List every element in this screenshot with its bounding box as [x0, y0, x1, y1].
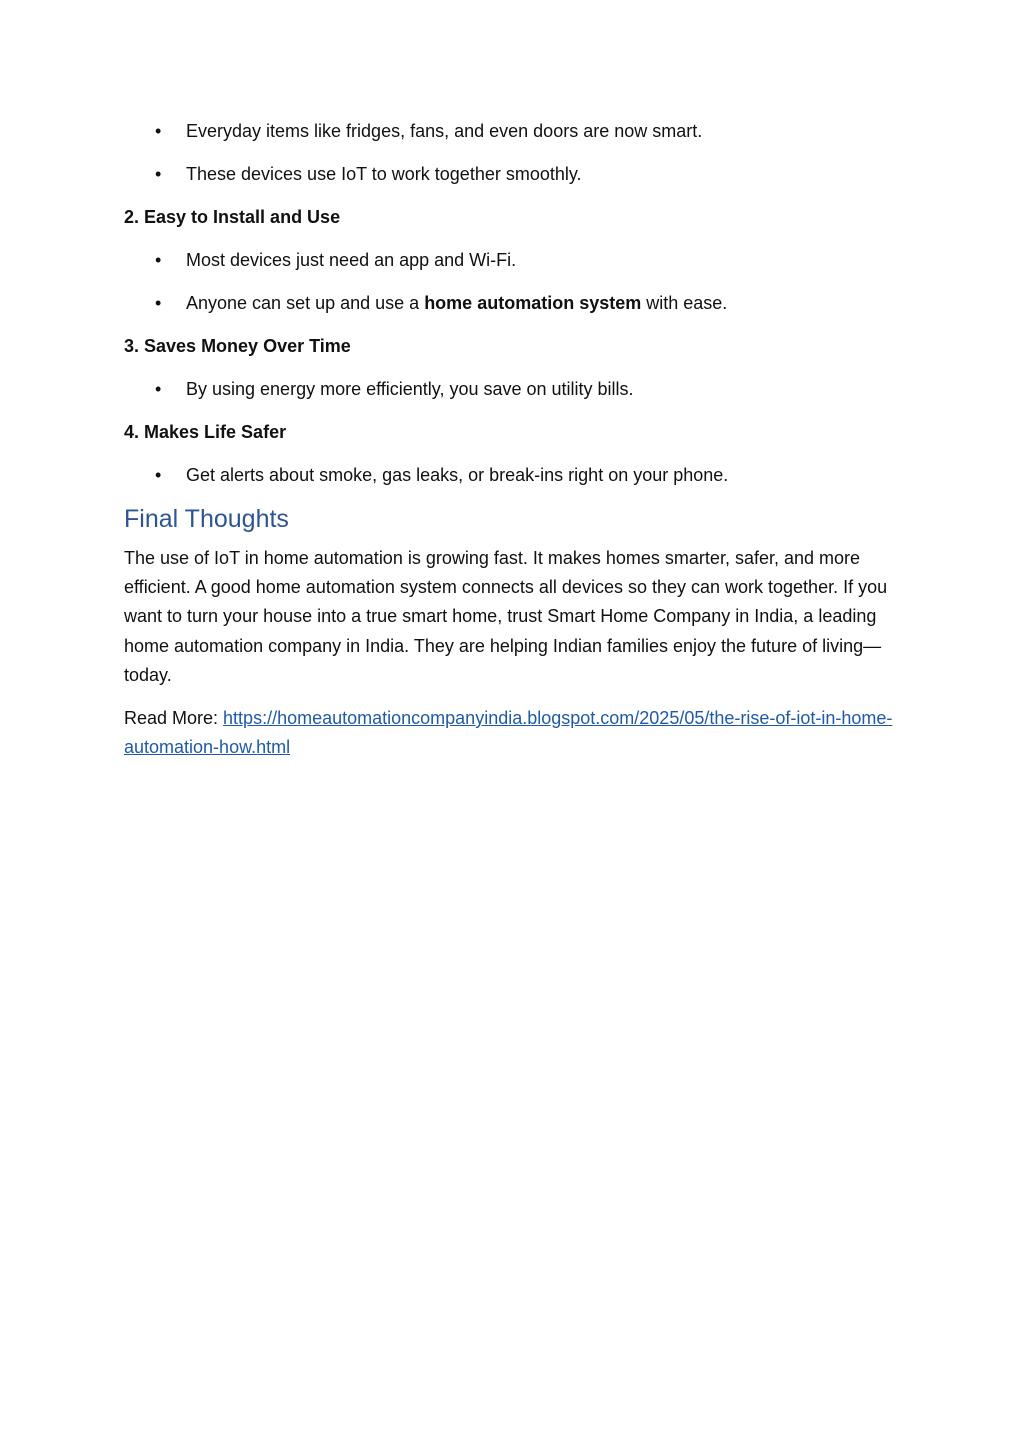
list-item	[124, 462, 894, 488]
bullet-icon: •	[155, 250, 162, 270]
list-item	[124, 376, 894, 402]
heading-saves-money: 3. Saves Money Over Time	[124, 336, 351, 356]
list-item-text-bold: home automation system	[424, 293, 642, 313]
read-more-label: Read More:	[124, 708, 224, 729]
document-page	[124, 118, 894, 776]
benefits-list-smart-devices	[124, 118, 894, 187]
list-item-text: Everyday items like fridges, fans, and even doors are now smart.	[186, 121, 703, 141]
list-item-text-suffix: with ease.	[641, 293, 728, 313]
bullet-icon: •	[155, 164, 162, 184]
benefits-list-easy-install	[124, 247, 894, 316]
list-item-text-prefix: Anyone can set up and use a	[186, 293, 425, 313]
final-thoughts-paragraph: The use of IoT in home automation is growing fast. It makes homes smarter, safer, and more efficient. A good home automation system connects all devices so they can work together. If you want to turn your house into a true smart home, trust Smart Home Company in India, a leading home automation company in India. They are helping Indian families enjoy the future of living—today.	[124, 548, 888, 685]
list-item-text: Most devices just need an app and Wi-Fi.	[186, 250, 517, 270]
bullet-icon: •	[155, 465, 162, 485]
list-item	[124, 161, 894, 187]
benefits-list-safer	[124, 462, 894, 488]
bullet-icon: •	[155, 379, 162, 399]
heading-easy-to-install: 2. Easy to Install and Use	[124, 207, 341, 227]
bullet-icon: •	[155, 121, 162, 141]
list-item	[124, 247, 894, 273]
bullet-icon: •	[155, 293, 162, 313]
benefits-list-saves-money	[124, 376, 894, 402]
read-more-paragraph	[124, 704, 894, 762]
list-item-text: These devices use IoT to work together smoothly.	[186, 164, 582, 184]
list-item	[124, 118, 894, 144]
list-item-text: Get alerts about smoke, gas leaks, or break-ins right on your phone.	[186, 465, 729, 485]
section-title-final-thoughts: Final Thoughts	[124, 505, 289, 533]
list-item-text: By using energy more efficiently, you save on utility bills.	[186, 379, 634, 399]
heading-makes-life-safer: 4. Makes Life Safer	[124, 422, 287, 442]
read-more-link[interactable]: https://homeautomationcompanyindia.blogspot.com/2025/05/the-rise-of-iot-in-home-automation-how.html	[124, 708, 893, 758]
list-item	[124, 290, 894, 316]
